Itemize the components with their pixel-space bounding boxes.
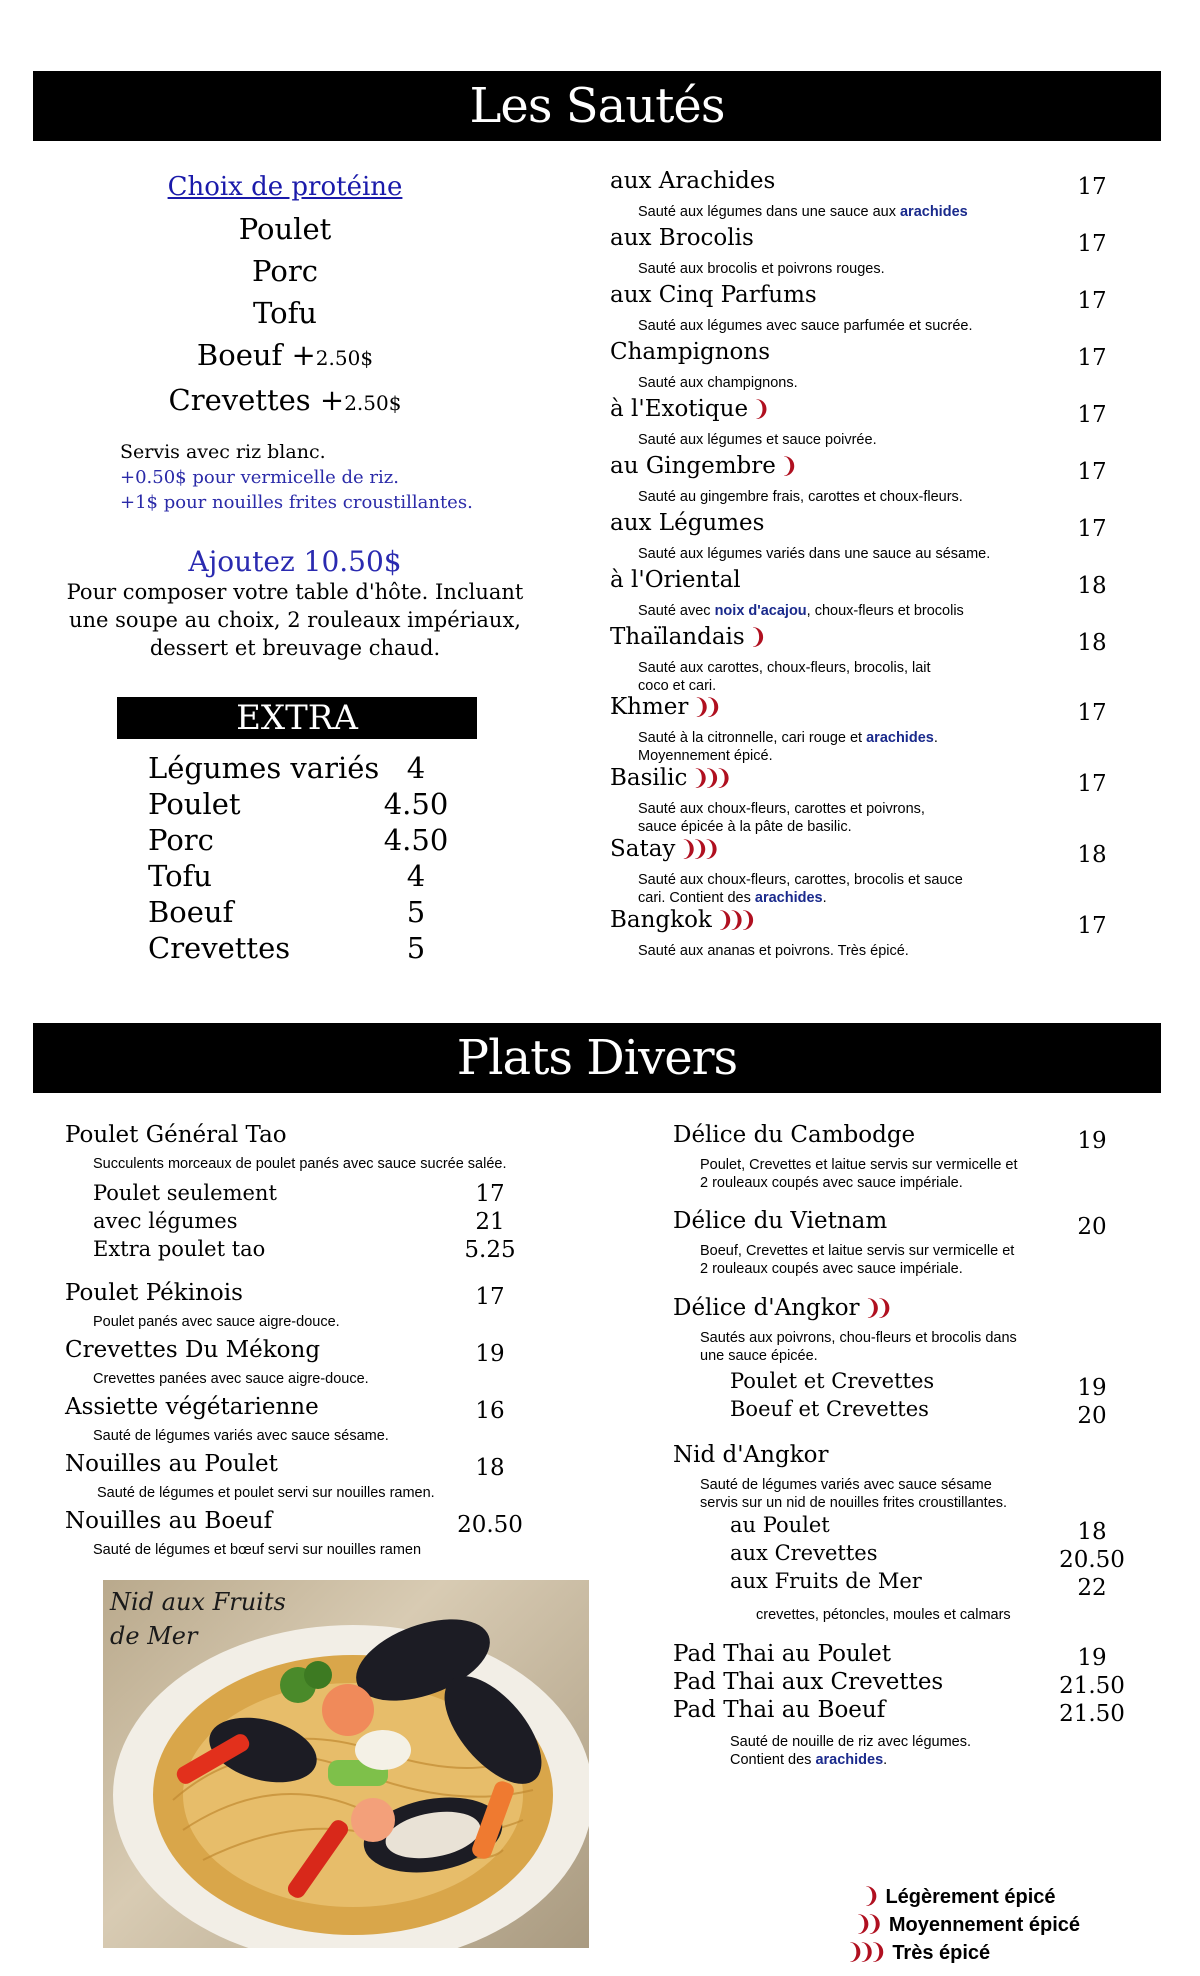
menu-item-price: 17	[1077, 771, 1107, 797]
menu-item-name: Poulet Pékinois	[65, 1280, 243, 1306]
option-price: 5.25	[464, 1237, 516, 1263]
menu-item-desc: Sauté aux légumes dans une sauce aux arachides	[638, 204, 968, 220]
menu-item-desc: Sauté aux choux-fleurs, carottes, brocolis et sauce cari. Contient des arachides.	[638, 872, 963, 906]
menu-item-price: 17	[1077, 345, 1107, 371]
menu-item-name: Pad Thai aux Crevettes	[673, 1669, 944, 1695]
menu-item-name: aux Légumes	[610, 510, 765, 536]
menu-item-name: Délice du Vietnam	[673, 1208, 888, 1234]
protein-item: Tofu	[253, 296, 317, 330]
option-nouilles: +1$ pour nouilles frites croustillantes.	[120, 492, 473, 513]
menu-item-price: 19	[1077, 1645, 1107, 1671]
menu-item-name: aux Brocolis	[610, 225, 754, 251]
legend-hot: ❩❩❩ Très épicé	[846, 1940, 991, 1965]
menu-item-price: 18	[1077, 630, 1107, 656]
table-hote-block	[60, 545, 530, 662]
menu-item-name: Délice d'Angkor ❩❩	[673, 1295, 887, 1321]
menu-item-desc: Sauté aux choux-fleurs, carottes et poivrons, sauce épicée à la pâte de basilic.	[638, 801, 925, 835]
menu-item-price: 18	[1077, 573, 1107, 599]
section-title-divers: Plats Divers	[33, 1023, 1161, 1093]
menu-item-desc: Sauté aux champignons.	[638, 375, 798, 391]
menu-item-name: à l'Oriental	[610, 567, 741, 593]
menu-item-note: crevettes, pétoncles, moules et calmars	[756, 1607, 1011, 1623]
served-note	[120, 440, 473, 515]
protein-choice	[100, 172, 470, 424]
extra-row: Tofu 4	[148, 859, 426, 893]
option-name: aux Fruits de Mer	[730, 1569, 922, 1593]
menu-item-price: 18	[475, 1455, 505, 1481]
menu-item-name: à l'Exotique ❩	[610, 396, 764, 422]
chili-mild-icon: ❩	[752, 397, 764, 422]
menu-item-name: Pad Thai au Poulet	[673, 1641, 891, 1667]
option-name: Extra poulet tao	[93, 1237, 266, 1261]
chili-mild-icon: ❩	[862, 1884, 874, 1909]
menu-item-desc: Sauté au gingembre frais, carottes et choux-fleurs.	[638, 489, 963, 505]
extra-row: Boeuf 5	[148, 895, 426, 929]
table-hote-line: une soupe au choix, 2 rouleaux impériaux,	[69, 608, 521, 632]
menu-item-price: 19	[1077, 1128, 1107, 1154]
menu-item-desc: Sauté de nouille de riz avec légumes. Contient des arachides.	[730, 1734, 972, 1768]
menu-item-price: 21.50	[1059, 1701, 1125, 1727]
menu-item-name: au Gingembre ❩	[610, 453, 792, 479]
legend-medium: ❩❩ Moyennement épicé	[854, 1912, 1081, 1937]
menu-item-name: Basilic ❩❩❩	[610, 765, 726, 791]
chili-hot-icon: ❩❩❩	[679, 837, 714, 862]
menu-item-name: Pad Thai au Boeuf	[673, 1697, 886, 1723]
menu-item-desc: Poulet panés avec sauce aigre-douce.	[93, 1314, 340, 1330]
photo-caption: Nid aux Fruits de Mer	[110, 1588, 286, 1650]
menu-item-name: Satay ❩❩❩	[610, 836, 714, 862]
extra-row: Crevettes 5	[148, 931, 426, 965]
menu-item-desc: Boeuf, Crevettes et laitue servis sur vermicelle et 2 rouleaux coupés avec sauce impériale.	[700, 1243, 1015, 1277]
menu-item-desc: Sauté aux légumes avec sauce parfumée et sucrée.	[638, 318, 973, 334]
menu-item-desc: Crevettes panées avec sauce aigre-douce.	[93, 1371, 369, 1387]
menu-item-price: 16	[475, 1398, 505, 1424]
option-price: 17	[475, 1181, 505, 1207]
option-name: aux Crevettes	[730, 1541, 878, 1565]
menu-item-price: 17	[475, 1284, 505, 1310]
menu-item-name: aux Cinq Parfums	[610, 282, 817, 308]
extra-row: Légumes variés 4	[148, 751, 426, 785]
menu-item-desc: Succulents morceaux de poulet panés avec sauce sucrée salée.	[93, 1156, 507, 1172]
menu-item-price: 17	[1077, 174, 1107, 200]
extra-row: Porc 4.50	[148, 823, 449, 857]
menu-item-name: Poulet Général Tao	[65, 1122, 287, 1148]
extra-header: EXTRA	[117, 697, 477, 739]
menu-item-price: 17	[1077, 700, 1107, 726]
menu-item-desc: Sauté de légumes variés avec sauce sésame servis sur un nid de nouilles frites croustillantes.	[700, 1477, 1008, 1511]
option-price: 18	[1077, 1519, 1107, 1545]
menu-item-desc: Sautés aux poivrons, chou-fleurs et brocolis dans une sauce épicée.	[700, 1330, 1017, 1364]
menu-item-price: 18	[1077, 842, 1107, 868]
menu-item-name: Nouilles au Poulet	[65, 1451, 278, 1477]
served-text: Servis avec riz blanc.	[120, 441, 326, 463]
table-hote-line: Pour composer votre table d'hôte. Incluant	[66, 580, 524, 604]
option-vermicelle: +0.50$ pour vermicelle de riz.	[120, 467, 399, 488]
option-price: 20.50	[1059, 1547, 1125, 1573]
option-price: 22	[1077, 1575, 1107, 1601]
option-name: au Poulet	[730, 1513, 830, 1537]
menu-item-desc: Sauté aux légumes et sauce poivrée.	[638, 432, 877, 448]
chili-mild-icon: ❩	[748, 625, 761, 650]
menu-item-desc: Sauté aux légumes variés dans une sauce au sésame.	[638, 546, 991, 562]
chili-medium-icon: ❩❩	[854, 1912, 877, 1937]
menu-item-price: 17	[1077, 913, 1107, 939]
menu-item-price: 20	[1077, 1214, 1107, 1240]
protein-item: Porc	[252, 254, 318, 288]
chili-hot-icon: ❩❩❩	[691, 766, 726, 791]
option-name: Poulet seulement	[93, 1181, 277, 1205]
legend-mild: ❩ Légèrement épicé	[862, 1884, 1056, 1909]
protein-item: Poulet	[238, 212, 332, 246]
menu-item-name: Champignons	[610, 339, 771, 365]
protein-item: Crevettes +2.50$	[168, 383, 402, 417]
menu-item-price: 17	[1077, 231, 1107, 257]
menu-item-name: Crevettes Du Mékong	[65, 1337, 321, 1363]
protein-item: Boeuf +2.50$	[196, 338, 374, 372]
menu-item-price: 17	[1077, 459, 1107, 485]
menu-item-price: 19	[475, 1341, 505, 1367]
protein-header: Choix de protéine	[167, 172, 403, 202]
chili-mild-icon: ❩	[779, 454, 792, 479]
option-name: Boeuf et Crevettes	[730, 1397, 929, 1421]
menu-item-name: aux Arachides	[610, 168, 776, 194]
option-price: 21	[475, 1209, 505, 1235]
menu-item-name: Délice du Cambodge	[673, 1122, 916, 1148]
option-price: 20	[1077, 1403, 1107, 1429]
menu-item-price: 21.50	[1059, 1673, 1125, 1699]
menu-item-desc: Sauté aux ananas et poivrons. Très épicé.	[638, 943, 909, 959]
chili-medium-icon: ❩❩	[692, 695, 716, 720]
menu-item-name: Thaïlandais ❩	[610, 624, 761, 650]
menu-item-desc: Sauté avec noix d'acajou, choux-fleurs et brocolis	[638, 603, 964, 619]
chili-hot-icon: ❩❩❩	[846, 1940, 881, 1965]
ajoutez-title: Ajoutez 10.50$	[188, 545, 402, 578]
menu-item-name: Nid d'Angkor	[673, 1442, 829, 1468]
menu-item-desc: Poulet, Crevettes et laitue servis sur vermicelle et 2 rouleaux coupés avec sauce impériale.	[700, 1157, 1018, 1191]
chili-hot-icon: ❩❩❩	[715, 908, 751, 933]
menu-item-desc: Sauté à la citronnelle, cari rouge et arachides. Moyennement épicé.	[638, 730, 938, 764]
chili-medium-icon: ❩❩	[863, 1296, 887, 1321]
menu-item-name: Nouilles au Boeuf	[65, 1508, 273, 1534]
menu-item-price: 17	[1077, 288, 1107, 314]
menu-item-desc: Sauté aux brocolis et poivrons rouges.	[638, 261, 885, 277]
menu-item-desc: Sauté de légumes variés avec sauce sésame.	[93, 1428, 389, 1444]
option-name: Poulet et Crevettes	[730, 1369, 935, 1393]
menu-item-price: 20.50	[457, 1512, 523, 1538]
menu-item-desc: Sauté de légumes et bœuf servi sur nouilles ramen	[93, 1542, 422, 1558]
menu-item-name: Assiette végétarienne	[65, 1394, 319, 1420]
menu-item-name: Bangkok ❩❩❩	[610, 907, 751, 933]
menu-item-name: Khmer ❩❩	[610, 694, 716, 720]
menu-item-desc: Sauté de légumes et poulet servi sur nouilles ramen.	[97, 1485, 435, 1501]
section-title-sautes: Les Sautés	[33, 71, 1161, 141]
option-name: avec légumes	[93, 1209, 238, 1233]
menu-item-price: 17	[1077, 402, 1107, 428]
option-price: 19	[1077, 1375, 1107, 1401]
menu-item-price: 17	[1077, 516, 1107, 542]
table-hote-line: dessert et breuvage chaud.	[149, 636, 441, 660]
menu-item-desc: Sauté aux carottes, choux-fleurs, brocolis, lait coco et cari.	[638, 660, 931, 694]
extra-row: Poulet 4.50	[148, 787, 449, 821]
